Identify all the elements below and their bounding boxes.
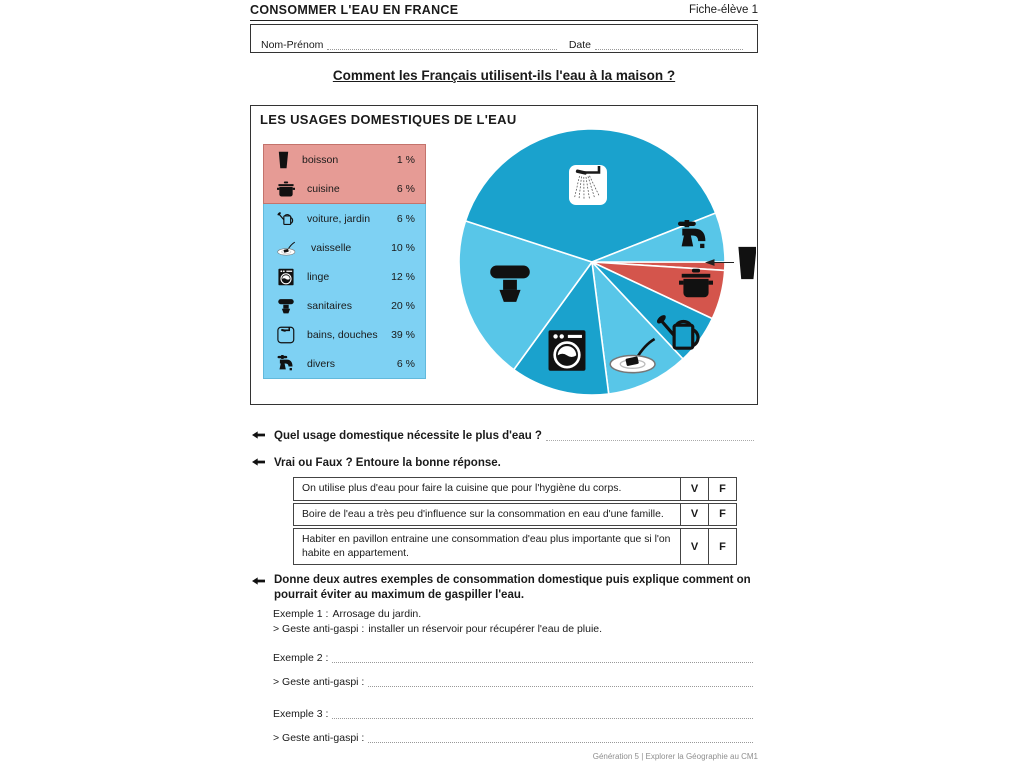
pot-icon	[277, 180, 295, 198]
question-2	[252, 457, 758, 469]
example-2-gesture-line	[273, 676, 757, 688]
washing-machine-icon	[277, 268, 295, 286]
legend-item	[264, 349, 425, 378]
example-2-gesture-answer-line[interactable]	[368, 686, 753, 687]
name-label: Nom-Prénom	[261, 39, 324, 51]
name-answer-line[interactable]	[327, 49, 556, 50]
name-date-box	[250, 24, 758, 53]
example-1-gesture-line	[273, 623, 757, 635]
chart-title: LES USAGES DOMESTIQUES DE L'EAU	[260, 112, 517, 127]
legend-label: voiture, jardin	[307, 212, 371, 225]
example-value: Arrosage du jardin.	[332, 608, 422, 620]
cup-icon	[277, 151, 290, 169]
question-3-label: Donne deux autres exemples de consommation domestique puis explique comment on pourrait éviter au maximum de gaspiller l'eau.	[274, 574, 751, 602]
example-3-answer-line[interactable]	[332, 718, 753, 719]
false-cell[interactable]: F	[708, 478, 736, 500]
example-1-line	[273, 608, 757, 620]
arrow-bullet-icon	[252, 577, 265, 585]
legend-label: divers	[307, 357, 336, 370]
legend-value: 10 %	[391, 241, 415, 254]
statement-text: On utilise plus d'eau pour faire la cuisine que pour l'hygiène du corps.	[302, 483, 622, 494]
washing-machine-icon	[549, 330, 586, 370]
true-cell[interactable]: V	[680, 529, 708, 564]
arrow-bullet-icon	[252, 458, 265, 466]
legend-label: linge	[307, 270, 330, 283]
example-label: Exemple 2 :	[273, 652, 329, 664]
legend-item	[264, 320, 425, 349]
gesture-label: > Geste anti-gaspi :	[273, 732, 365, 744]
example-label: Exemple 3 :	[273, 708, 329, 720]
legend-item	[264, 262, 425, 291]
date-answer-line[interactable]	[595, 49, 743, 50]
legend-label: bains, douches	[307, 328, 378, 341]
faucet-icon	[277, 355, 295, 373]
date-label: Date	[568, 39, 591, 51]
example-3-line	[273, 708, 757, 720]
legend-label: boisson	[302, 153, 339, 166]
question-2-label: Vrai ou Faux ? Entoure la bonne réponse.	[274, 457, 501, 469]
example-3-gesture-line	[273, 732, 757, 744]
question-1-answer-line[interactable]	[546, 440, 754, 441]
shower-icon	[569, 165, 607, 205]
gesture-label: > Geste anti-gaspi :	[273, 676, 365, 688]
table-row	[293, 528, 737, 565]
chart-panel	[250, 105, 758, 405]
legend-item	[264, 145, 425, 174]
legend-item	[264, 291, 425, 320]
plate-brush-icon	[277, 239, 299, 257]
legend-value: 20 %	[391, 299, 415, 312]
legend-value: 6 %	[396, 357, 415, 370]
cup-icon	[738, 247, 756, 279]
worksheet-question-title: Comment les Français utilisent-ils l'eau à la maison ?	[332, 68, 676, 83]
legend-value: 12 %	[391, 270, 415, 283]
statement-text: Boire de l'eau a très peu d'influence sur la consommation en eau d'une famille.	[302, 508, 664, 520]
legend-value: 1 %	[396, 153, 415, 166]
true-false-table	[293, 477, 737, 567]
bathtub-shower-icon	[277, 326, 295, 344]
legend-value: 6 %	[396, 212, 415, 225]
question-1-label: Quel usage domestique nécessite le plus d'eau ?	[274, 430, 542, 442]
gesture-value: installer un réservoir pour récupérer l'eau de pluie.	[368, 623, 603, 635]
page-title: CONSOMMER L'EAU EN FRANCE	[250, 3, 459, 17]
false-cell[interactable]: F	[708, 529, 736, 564]
true-cell[interactable]: V	[680, 478, 708, 500]
legend-label: vaisselle	[311, 241, 352, 254]
false-cell[interactable]: F	[708, 504, 736, 526]
legend-item	[264, 174, 425, 203]
toilet-icon	[277, 297, 295, 315]
legend-group-blue	[263, 204, 426, 379]
example-2-answer-line[interactable]	[332, 662, 753, 663]
legend-label: sanitaires	[307, 299, 352, 312]
publisher-credit: Génération 5 | Explorer la Géographie au CM1	[592, 752, 758, 761]
statement-text: Habiter en pavillon entraine une consommation d'eau plus importante que si l'on habite en appartement.	[302, 534, 671, 559]
question-3	[252, 573, 752, 603]
legend-item	[264, 233, 425, 262]
example-2-line	[273, 652, 757, 664]
legend-item	[264, 204, 425, 233]
legend-value: 6 %	[396, 182, 415, 195]
table-row	[293, 477, 737, 501]
example-label: Exemple 1 :	[273, 608, 329, 620]
chart-legend	[263, 144, 426, 379]
example-3-gesture-answer-line[interactable]	[368, 742, 753, 743]
legend-group-red	[263, 144, 426, 204]
question-1	[252, 430, 758, 442]
watering-can-icon	[277, 210, 295, 228]
gesture-label: > Geste anti-gaspi :	[273, 623, 365, 635]
true-cell[interactable]: V	[680, 504, 708, 526]
table-row	[293, 503, 737, 527]
arrow-bullet-icon	[252, 431, 265, 439]
sheet-number-label: Fiche-élève 1	[688, 4, 758, 16]
legend-value: 39 %	[391, 328, 415, 341]
header-divider	[250, 20, 758, 21]
legend-label: cuisine	[307, 182, 340, 195]
